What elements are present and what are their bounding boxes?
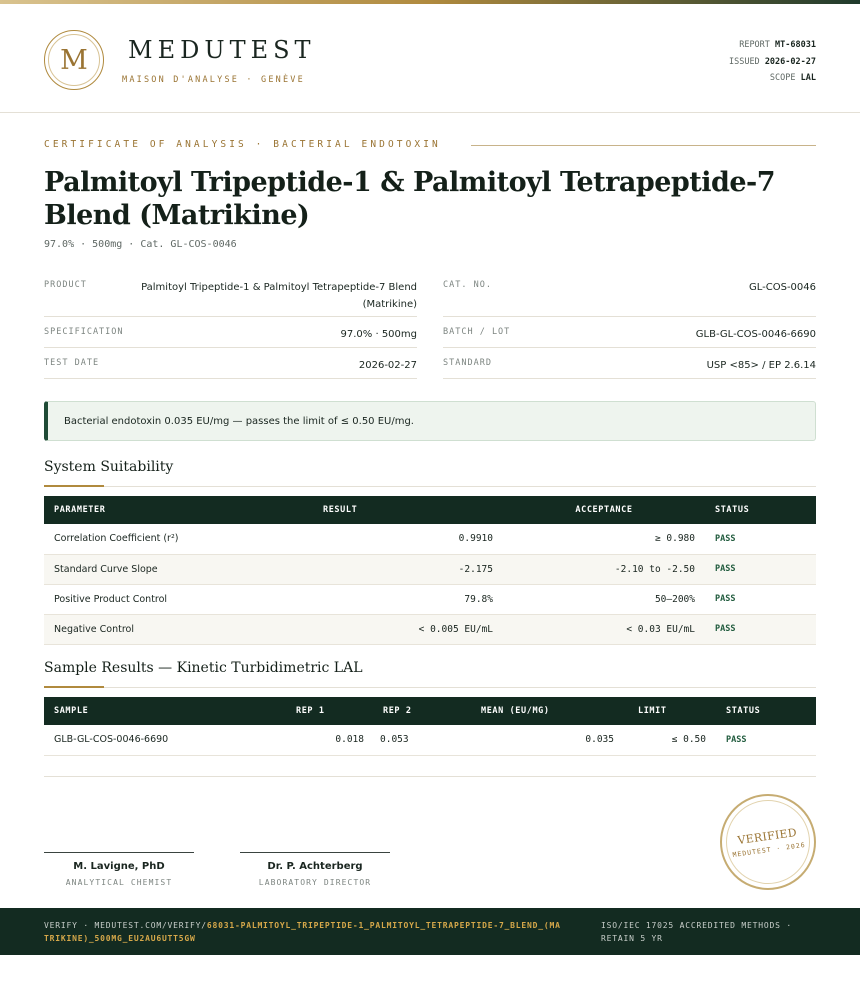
signature-name: M. Lavigne, PhD xyxy=(73,861,165,872)
table-row xyxy=(44,725,816,755)
result-callout xyxy=(44,401,816,441)
table-header-row xyxy=(44,697,816,725)
issued-date: ISSUED 2026-02-27 xyxy=(728,56,816,67)
cell-rep1: 0.018 xyxy=(244,725,374,755)
table-row xyxy=(44,584,816,614)
col-header-status: STATUS xyxy=(705,496,816,524)
status-badge: PASS xyxy=(716,725,816,755)
col-header-status: STATUS xyxy=(716,697,816,725)
eyebrow-rule xyxy=(471,145,816,146)
stamp-caption: MEDUTEST · 2026 xyxy=(732,840,807,860)
table-row xyxy=(44,524,816,554)
col-header-mean: MEAN (EU/MG) xyxy=(464,697,624,725)
cell-mean: 0.035 xyxy=(464,725,624,755)
info-row-cat-no: CAT. NO. GL-COS-0046 xyxy=(443,270,816,317)
status-badge: PASS xyxy=(705,524,816,554)
section-rule xyxy=(44,486,816,487)
cell-parameter: Correlation Coefficient (r²) xyxy=(44,524,313,554)
page-title: Palmitoyl Tripeptide-1 & Palmitoyl Tetrapeptide-7 Blend (Matrikine) xyxy=(44,167,776,231)
col-header-rep1: REP 1 xyxy=(244,697,374,725)
col-header-parameter: PARAMETER xyxy=(44,496,313,524)
section-title-system-suitability: System Suitability xyxy=(44,459,174,475)
cell-limit: ≤ 0.50 xyxy=(624,725,716,755)
report-meta xyxy=(729,37,816,87)
cell-sample: GLB-GL-COS-0046-6690 xyxy=(44,725,244,755)
section-title-sample-results: Sample Results — Kinetic Turbidimetric LAL xyxy=(44,660,363,676)
document-eyebrow: CERTIFICATE OF ANALYSIS · BACTERIAL ENDOTOXIN xyxy=(44,139,441,150)
info-row-product: PRODUCT Palmitoyl Tripeptide-1 & Palmitoyl Tetrapeptide-7 Blend (Matrikine) xyxy=(44,270,417,317)
cell-parameter: Positive Product Control xyxy=(44,584,313,614)
signature-role: LABORATORY DIRECTOR xyxy=(258,878,372,887)
info-row-test-date: TEST DATE 2026-02-27 xyxy=(44,348,417,379)
brand-tagline: MAISON D'ANALYSE · GENÈVE xyxy=(122,75,305,85)
col-header-acceptance: ACCEPTANCE xyxy=(503,496,705,524)
col-header-sample: SAMPLE xyxy=(44,697,244,725)
info-row-specification: SPECIFICATION 97.0% · 500mg xyxy=(44,317,417,348)
info-row-batch-lot: BATCH / LOT GLB-GL-COS-0046-6690 xyxy=(443,317,816,348)
content-end-divider xyxy=(44,776,816,777)
brand-logo-seal xyxy=(44,30,104,90)
cell-result: 79.8% xyxy=(313,584,503,614)
report-number: REPORT MT-68031 xyxy=(739,40,816,50)
col-header-rep2: REP 2 xyxy=(374,697,464,725)
cell-result: 0.9910 xyxy=(313,524,503,554)
info-grid-left xyxy=(44,270,417,379)
header-divider xyxy=(0,112,860,113)
signature-analytical-chemist xyxy=(44,852,194,887)
top-accent-bar xyxy=(0,0,860,4)
table-header-row xyxy=(44,496,816,524)
table-row xyxy=(44,614,816,644)
col-header-result: RESULT xyxy=(313,496,503,524)
page-subtitle: 97.0% · 500mg · Cat. GL-COS-0046 xyxy=(44,239,237,250)
footer-verify xyxy=(44,920,564,945)
scope: SCOPE LAL xyxy=(769,73,816,83)
footer-accreditation: ISO/IEC 17025 ACCREDITED METHODS · RETAIN 5 YR xyxy=(601,921,792,943)
info-grid-right xyxy=(443,270,816,379)
cell-acceptance: ≥ 0.980 xyxy=(503,524,705,554)
cell-parameter: Standard Curve Slope xyxy=(44,554,313,584)
footer-verify-prefix: VERIFY · MEDUTEST.COM/VERIFY/ xyxy=(44,921,207,930)
sample-results-table xyxy=(44,697,816,756)
info-row-standard: STANDARD USP <85> / EP 2.6.14 xyxy=(443,348,816,379)
verify-link[interactable]: 68031-PALMITOYL_TRIPEPTIDE-1_PALMITOYL_TETRAPEPTIDE-7_BLEND_(MATRIKINE)_500MG_EU2AU6UTT5GW xyxy=(44,921,561,943)
result-callout-text: Bacterial endotoxin 0.035 EU/mg — passes the limit of ≤ 0.50 EU/mg. xyxy=(64,415,414,427)
status-badge: PASS xyxy=(705,584,816,614)
cell-acceptance: 50–200% xyxy=(503,584,705,614)
signature-name: Dr. P. Achterberg xyxy=(267,861,363,872)
cell-result: -2.175 xyxy=(313,554,503,584)
signature-role: ANALYTICAL CHEMIST xyxy=(65,878,173,887)
cell-result: < 0.005 EU/mL xyxy=(313,614,503,644)
cell-acceptance: < 0.03 EU/mL xyxy=(503,614,705,644)
verified-stamp xyxy=(720,794,816,890)
status-badge: PASS xyxy=(705,614,816,644)
cell-acceptance: -2.10 to -2.50 xyxy=(503,554,705,584)
col-header-limit: LIMIT xyxy=(624,697,716,725)
footer xyxy=(0,908,860,955)
status-badge: PASS xyxy=(705,554,816,584)
brand-logo-letter: M xyxy=(60,44,88,76)
system-suitability-table xyxy=(44,496,816,645)
signature-laboratory-director xyxy=(240,852,390,887)
section-rule xyxy=(44,687,816,688)
cell-rep2: 0.053 xyxy=(374,725,464,755)
cell-parameter: Negative Control xyxy=(44,614,313,644)
stamp-verified-text: VERIFIED xyxy=(736,825,798,848)
brand-name: MEDUTEST xyxy=(128,36,316,64)
table-row xyxy=(44,554,816,584)
